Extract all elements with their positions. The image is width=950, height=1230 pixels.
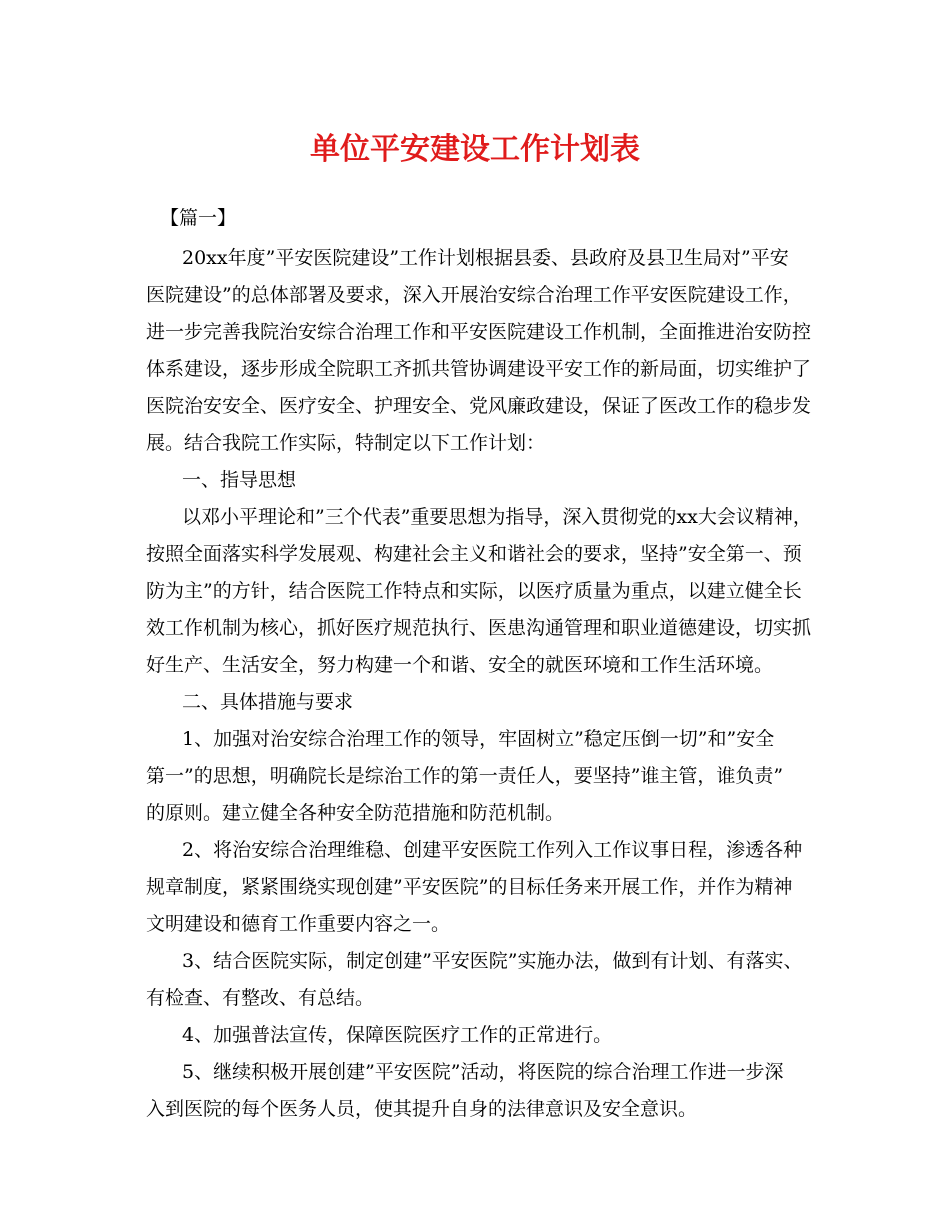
paragraph-line: 规章制度，紧紧围绕实现创建”平安医院”的目标任务来开展工作，并作为精神: [146, 876, 793, 898]
paragraph-line: 4、加强普法宣传，保障医院医疗工作的正常进行。: [182, 1024, 613, 1046]
paragraph-line: 按照全面落实科学发展观、构建社会主义和谐社会的要求，坚持”安全第一、预: [146, 543, 802, 565]
paragraph-line: 医院治安安全、医疗安全、护理安全、党风廉政建设，保证了医改工作的稳步发: [146, 395, 812, 417]
paragraph-line: 医院建设”的总体部署及要求，深入开展治安综合治理工作平安医院建设工作，: [146, 284, 802, 306]
paragraph-line: 以邓小平理论和”三个代表”重要思想为指导，深入贯彻党的xx大会议精神，: [182, 506, 812, 528]
paragraph-line: 20xx年度”平安医院建设”工作计划根据县委、县政府及县卫生局对”平安: [182, 247, 789, 269]
paragraph-line: 入到医院的每个医务人员，使其提升自身的法律意识及安全意识。: [146, 1098, 698, 1120]
paragraph-line: 的原则。建立健全各种安全防范措施和防范机制。: [146, 802, 565, 824]
paragraph-line: 文明建设和德育工作重要内容之一。: [146, 913, 451, 935]
section-heading: 一、指导思想: [182, 469, 297, 491]
paragraph-line: 进一步完善我院治安综合治理工作和平安医院建设工作机制，全面推进治安防控: [146, 321, 812, 343]
paragraph-line: 3、结合医院实际，制定创建”平安医院”实施办法，做到有计划、有落实、: [182, 950, 803, 972]
paragraph-line: 2、将治安综合治理维稳、创建平安医院工作列入工作议事日程，渗透各种: [182, 839, 803, 861]
paragraph-line: 展。结合我院工作实际，特制定以下工作计划：: [146, 432, 546, 454]
paragraph-line: 5、继续积极开展创建”平安医院”活动，将医院的综合治理工作进一步深: [182, 1061, 784, 1083]
paragraph-line: 好生产、生活安全，努力构建一个和谐、安全的就医环境和工作生活环境。: [146, 654, 774, 676]
section-label: 【篇一】: [160, 207, 237, 229]
paragraph-line: 有检查、有整改、有总结。: [146, 987, 375, 1009]
paragraph-line: 第一”的思想，明确院长是综治工作的第一责任人，要坚持”谁主管，谁负责”: [146, 765, 784, 787]
paragraph-line: 效工作机制为核心，抓好医疗规范执行、医患沟通管理和职业道德建设，切实抓: [146, 617, 812, 639]
section-heading: 二、具体措施与要求: [182, 691, 354, 713]
paragraph-line: 1、加强对治安综合治理工作的领导，牢固树立”稳定压倒一切”和”安全: [182, 728, 775, 750]
document-title: 单位平安建设工作计划表: [310, 132, 640, 167]
paragraph-line: 防为主”的方针，结合医院工作特点和实际，以医疗质量为重点，以建立健全长: [146, 580, 802, 602]
paragraph-line: 体系建设，逐步形成全院职工齐抓共管协调建设平安工作的新局面，切实维护了: [146, 358, 812, 380]
